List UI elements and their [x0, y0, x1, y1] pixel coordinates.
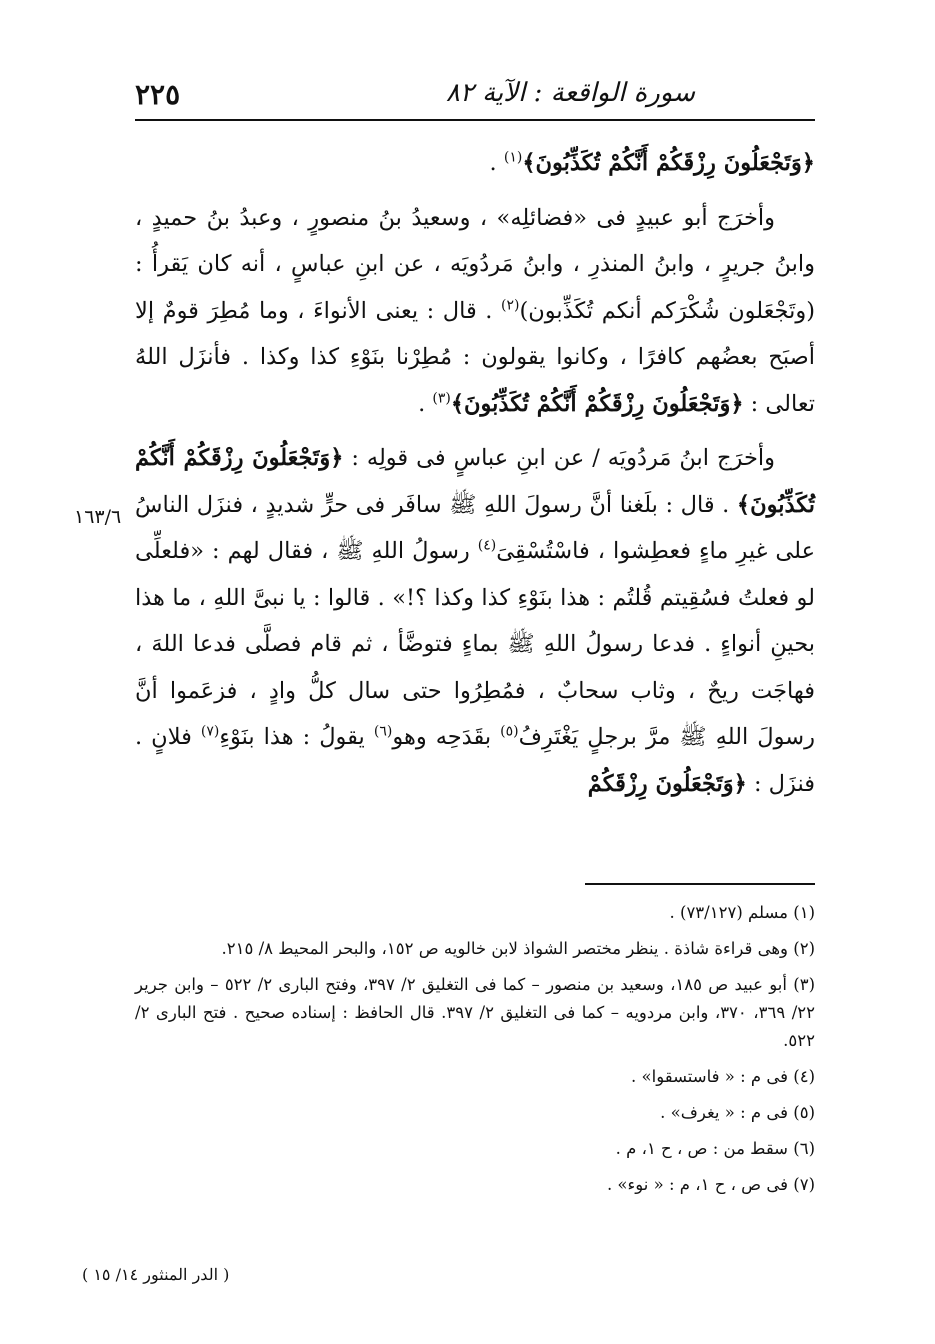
page-number: ٢٢٥	[135, 78, 181, 111]
footnote-5: (٥) فى م : « يغرف» .	[660, 1103, 815, 1122]
footnote-2: (٢) وهى قراءة شاذة . ينظر مختصر الشواذ لابن خالويه ص ١٥٢، والبحر المحيط ٨/ ٢١٥.	[221, 939, 815, 958]
footnote-6: (٦) سقط من : ص ، ح ١، م .	[615, 1139, 815, 1158]
footer-reference: ( الدر المنثور ١٤/ ١٥ )	[82, 1265, 230, 1284]
footnote-1: (١) مسلم (٧٣/١٢٧) .	[669, 903, 815, 922]
paragraph-1	[135, 195, 815, 428]
footnote-3: (٣) أبو عبيد ص ١٨٥، وسعيد بن منصور – كما فى التغليق ٢/ ٣٩٧، وفتح البارى ٢/ ٥٢٢ – وابن جرير ٢٢/ ٣٦٩، ٣٧٠، وابن مردويه – كما فى التغليق ٢/ ٣٩٧. قال الحافظ : إسناده صحيح . فتح البارى ٢/ ٥٢٢.	[135, 975, 816, 1050]
paragraph-2	[135, 435, 815, 807]
margin-note: ١٦٣/٦	[74, 506, 122, 528]
footnotes	[135, 899, 815, 1207]
verse-end: .	[489, 150, 504, 176]
quran-verse: ﴿وَتَجْعَلُونَ رِزْقَكُمْ أَنَّكُمْ تُكَذِّبُونَ﴾	[450, 390, 744, 417]
quran-verse: ﴿وَتَجْعَلُونَ رِزْقَكُمْ	[587, 770, 747, 797]
footnote-ref-6: (٦)	[373, 723, 393, 740]
running-title: سورة الواقعة : الآية ٨٢	[445, 78, 695, 108]
paragraph-1-text-2: . قال : يعنى الأنواءَ ، وما مُطِرَ قومٌ إلا أصبَح بعضُهم كافرًا ، وكانوا يقولون : مُطِرْنا بنَوْءِ كذا وكذا . فأنزَل اللهُ تعالى :	[135, 297, 815, 417]
paragraph-2-text-1: وأخرَج ابنُ مَردُويَه / عن ابنِ عباسٍ فى قولِه :	[343, 445, 775, 471]
footnote-ref-7: (٧)	[200, 723, 220, 740]
verse-line	[135, 140, 815, 187]
footnote-ref-4: (٤)	[477, 537, 497, 554]
main-text	[135, 140, 815, 807]
page-header	[135, 70, 815, 114]
paragraph-1-text-3: .	[418, 390, 433, 417]
paragraph-1-text-1: وأخرَج أبو عبيدٍ فى «فضائلِه» ، وسعيدُ بنُ منصورٍ ، وعبدُ بنُ حميدٍ ، وابنُ جريرٍ ، وابنُ المنذرِ ، وابنُ مَردُويَه ، عن ابنِ عباسٍ ، أنه كان يَقرأُ : (وتَجْعَلون شُكْرَكم أنكم تُكَذِّبون)	[135, 204, 815, 324]
quran-verse: ﴿وَتَجْعَلُونَ رِزْقَكُمْ أَنَّكُمْ تُكَذِّبُونَ﴾	[522, 150, 815, 176]
paragraph-2-text-5: يقولُ : هذا بنَوْءِ	[219, 724, 374, 750]
paragraph-2-text-3: رسولُ اللهِ ﷺ ، فقال لهم : «فلعلِّى لو فعلتُ فسُقِيتم قُلتُم : هذا بنَوْءِ كذا وكذا ؟!» . قالوا : يا نبىَّ اللهِ ، ما هذا بحينِ أنواءٍ . فدعا رسولُ اللهِ ﷺ بماءٍ فتوضَّأ ، ثم قام فصلَّى فدعا اللهَ ، فهاجَت ريحٌ ، وثاب سحابٌ ، فمُطِرُوا حتى سال كلُّ وادٍ ، فزعَموا أنَّ رسولَ اللهِ ﷺ مرَّ برجلٍ يَغْتَرِفُ	[135, 538, 815, 750]
footnote-4: (٤) فى م : « فاستسقوا» .	[631, 1067, 815, 1086]
footnote-ref-3: (٣)	[432, 390, 451, 406]
paragraph-2-text-2: . قال : بلَغنا أنَّ رسولَ اللهِ ﷺ سافَر فى حرٍّ شديدٍ ، فنزَل الناسُ على غيرِ ماءٍ فعطِشوا ، فاسْتُسْقِىَ	[135, 491, 815, 564]
footnote-ref-5: (٥)	[500, 723, 519, 740]
footnote-ref-2: (٢)	[501, 297, 520, 313]
footnote-ref-1: (١)	[503, 149, 523, 166]
quran-verse: ﴿وَتَجْعَلُونَ رِزْقَكُمْ أَنَّكُمْ تُكَذِّبُونَ﴾	[135, 445, 815, 518]
paragraph-2-text-6: فلانٍ . فنزَل :	[135, 724, 815, 797]
paragraph-2-text-4: بقَدَحِه وهو	[392, 724, 501, 750]
footnote-rule	[585, 883, 815, 885]
header-rule	[135, 119, 815, 121]
footnote-7: (٧) فى ص ، ح ١، م : « نوء» .	[606, 1175, 815, 1194]
